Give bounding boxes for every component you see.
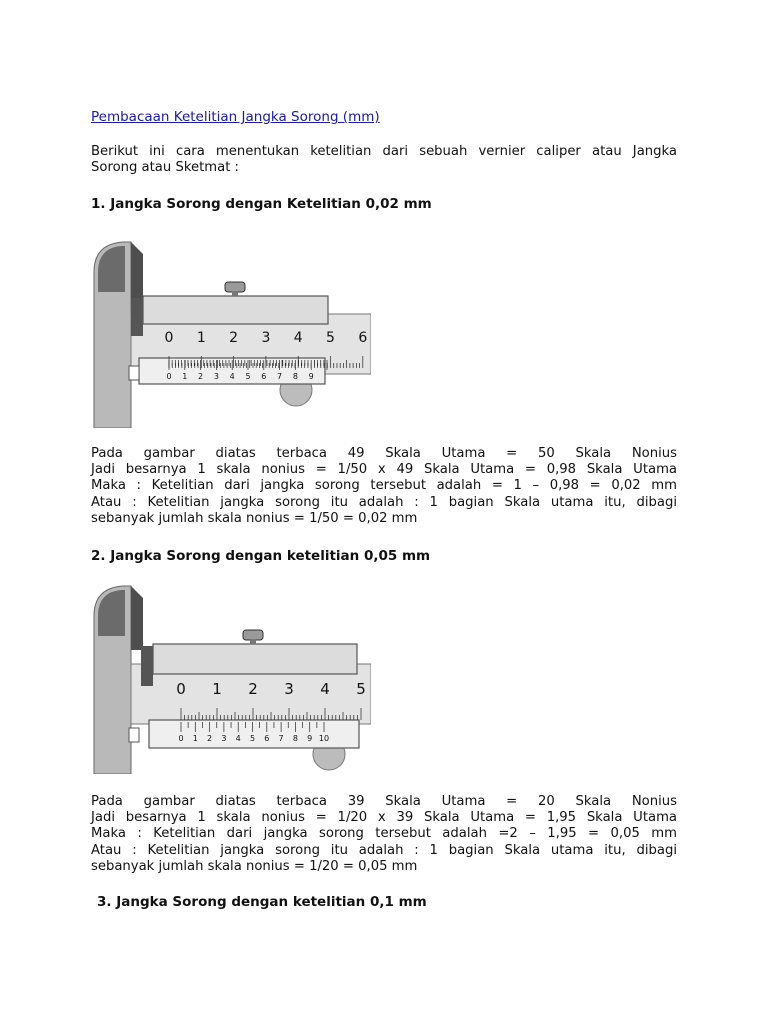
main-scale-label: 4 — [320, 680, 330, 698]
vernier-label: 9 — [308, 372, 314, 381]
slider-housing — [153, 644, 357, 674]
thumb-screw-stem — [250, 639, 256, 644]
vernier-label: 8 — [292, 734, 298, 743]
vernier-label: 1 — [182, 372, 188, 381]
main-scale-label: 5 — [356, 680, 366, 698]
caliper-figure-1 — [91, 238, 371, 428]
paragraph-line: Jadi besarnya 1 skala nonius = 1/50 x 49 Skala Utama = 0,98 Skala Utama — [91, 462, 677, 478]
vernier-label: 7 — [277, 372, 283, 381]
main-scale-label: 0 — [164, 330, 174, 346]
section-3-heading: 3. Jangka Sorong dengan ketelitian 0,1 mm — [97, 894, 427, 910]
vernier-label: 0 — [178, 734, 184, 743]
moving-jaw — [131, 242, 143, 306]
paragraph-line: Atau : Ketelitian jangka sorong itu adalah : 1 bagian Skala utama itu, dibagi — [91, 842, 677, 858]
vernier-label: 1 — [192, 734, 198, 743]
main-scale-label: 1 — [196, 330, 206, 346]
slider-edge — [131, 298, 143, 336]
thumb-screw — [225, 282, 245, 292]
caliper-image-1 — [91, 238, 371, 428]
intro-line: Berikut ini cara menentukan ketelitian dari sebuah vernier caliper atau Jangka — [91, 144, 677, 159]
vernier-label: 8 — [292, 372, 298, 381]
thumb-screw-stem — [232, 291, 238, 296]
title-link[interactable]: Pembacaan Ketelitian Jangka Sorong (mm) — [91, 109, 380, 125]
vernier-label: 7 — [278, 734, 284, 743]
paragraph-line: sebanyak jumlah skala nonius = 1/20 = 0,05 mm — [91, 858, 418, 874]
vernier-label: 5 — [249, 734, 256, 743]
slider-edge — [141, 646, 153, 686]
caliper-image-2 — [91, 582, 371, 774]
paragraph-line: Pada gambar diatas terbaca 49 Skala Utama = 50 Skala Nonius — [91, 446, 677, 461]
vernier-label: 9 — [307, 734, 313, 743]
moving-jaw — [131, 586, 143, 650]
vernier-label: 4 — [235, 734, 241, 743]
section-2-heading: 2. Jangka Sorong dengan ketelitian 0,05 mm — [91, 548, 431, 564]
paragraph-line: Maka : Ketelitian dari jangka sorong tersebut adalah = 1 – 0,98 = 0,02 mm — [91, 478, 677, 494]
paragraph-line: Atau : Ketelitian jangka sorong itu adalah : 1 bagian Skala utama itu, dibagi — [91, 494, 677, 510]
main-scale-label: 1 — [212, 680, 222, 698]
section-1-heading: 1. Jangka Sorong dengan Ketelitian 0,02 mm — [91, 196, 432, 212]
vernier-label: 10 — [318, 734, 330, 743]
main-scale-label: 3 — [284, 680, 294, 698]
vernier-label: 6 — [261, 372, 267, 381]
section-2-paragraph — [91, 794, 677, 875]
section-1-paragraph — [91, 446, 677, 527]
depth-rod — [129, 366, 139, 380]
caliper-figure-2 — [91, 582, 371, 774]
vernier-label: 4 — [229, 372, 235, 381]
paragraph-line: Pada gambar diatas terbaca 39 Skala Utama = 20 Skala Nonius — [91, 794, 677, 809]
vernier-label: 3 — [221, 734, 227, 743]
vernier-label: 2 — [207, 734, 213, 743]
thumb-screw — [243, 630, 263, 640]
paragraph-line: Maka : Ketelitian dari jangka sorong tersebut adalah =2 – 1,95 = 0,05 mm — [91, 826, 677, 842]
main-scale-label: 5 — [326, 330, 335, 346]
main-scale-label: 6 — [358, 330, 368, 346]
main-scale-label: 3 — [261, 330, 271, 346]
main-scale-label: 2 — [229, 330, 239, 346]
paragraph-line: Jadi besarnya 1 skala nonius = 1/20 x 39 Skala Utama = 1,95 Skala Utama — [91, 810, 677, 826]
vernier-label: 5 — [245, 372, 251, 381]
vernier-label: 0 — [166, 372, 172, 381]
paragraph-line: sebanyak jumlah skala nonius = 1/50 = 0,02 mm — [91, 510, 418, 526]
vernier-label: 3 — [213, 372, 219, 381]
main-scale-label: 2 — [248, 680, 258, 698]
slider-housing — [143, 296, 328, 324]
vernier-label: 2 — [198, 372, 204, 381]
intro-paragraph — [91, 144, 677, 176]
intro-line: Sorong atau Sketmat : — [91, 160, 239, 176]
depth-rod — [129, 728, 139, 742]
main-scale-label: 4 — [293, 330, 303, 346]
main-scale-label: 0 — [176, 680, 186, 698]
vernier-label: 6 — [264, 734, 270, 743]
